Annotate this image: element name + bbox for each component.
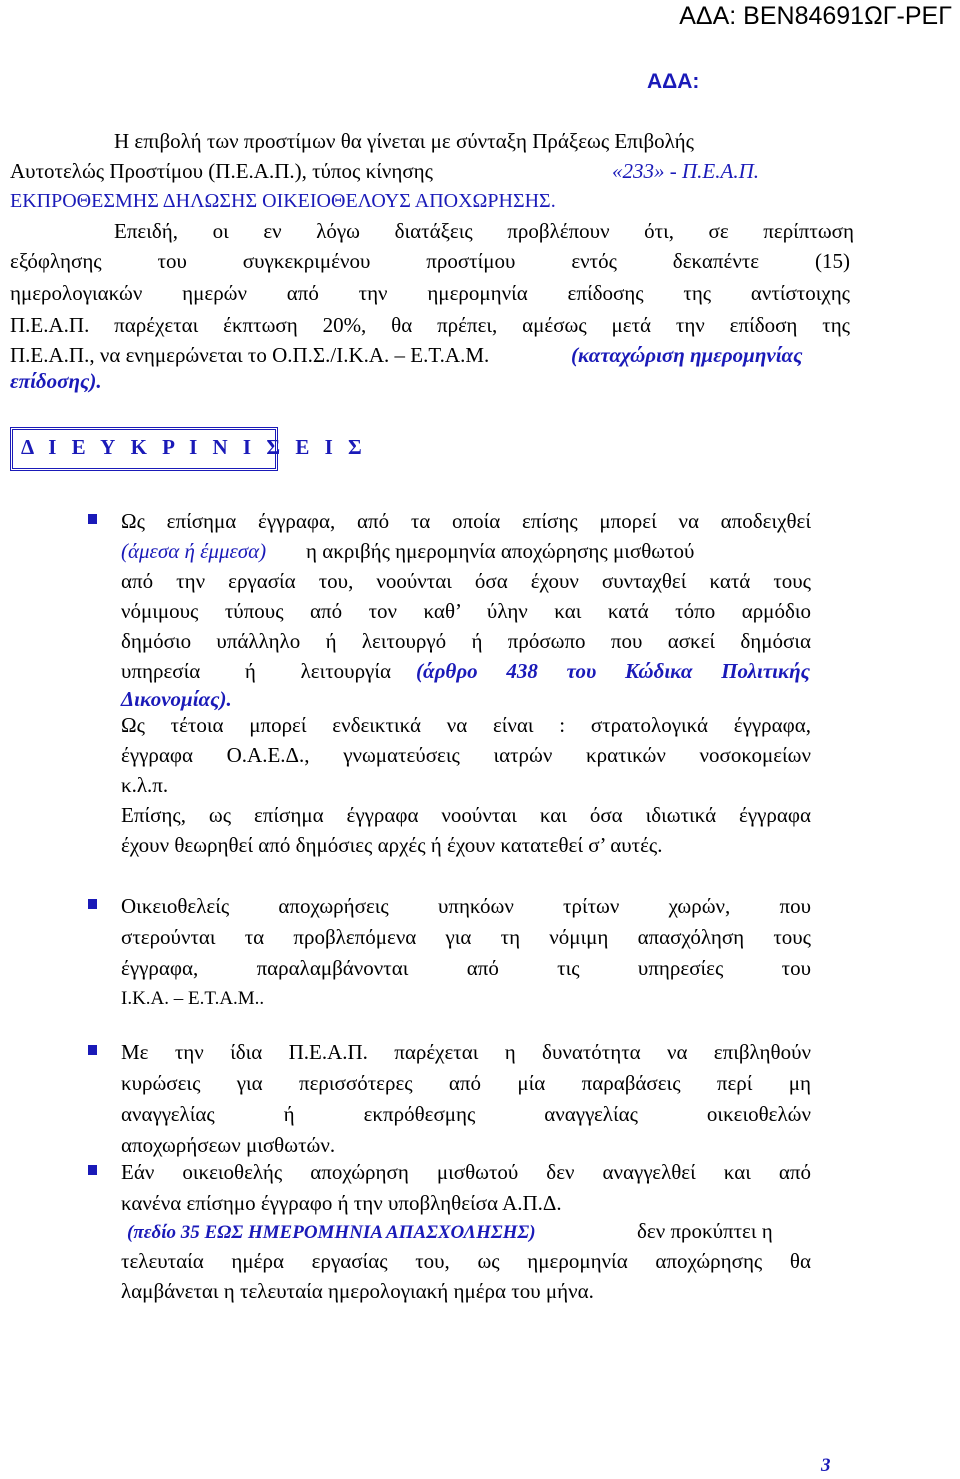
ada-header-code: ΑΔΑ: ΒΕΝ84691ΩΓ-ΡΕΓ <box>679 2 952 30</box>
bullet3-line: Με την ίδια Π.Ε.Α.Π. παρέχεται η δυνατότητα να επιβληθούν <box>121 1040 811 1064</box>
intro-line: Επειδή, οι εν λόγω διατάξεις προβλέπουν ότι, σε περίπτωση <box>114 219 854 243</box>
bullet4-line: δεν προκύπτει η <box>637 1219 773 1243</box>
clarifications-heading-text: Δ Ι Ε Υ Κ Ρ Ι Ν Ι Σ Ε Ι Σ <box>21 435 367 459</box>
bullet2-line: έγγραφα, παραλαμβάνονται από τις υπηρεσίες του <box>121 956 811 980</box>
bullet1-line-note: (άμεσα ή έμμεσα) <box>121 539 267 563</box>
intro-line: Π.Ε.Α.Π., να ενημερώνεται το Ο.Π.Σ./Ι.Κ.Α. – Ε.Τ.Α.Μ. <box>10 343 490 367</box>
intro-line-note: (καταχώριση ημερομηνίας <box>571 343 803 367</box>
intro-line: Π.Ε.Α.Π. παρέχεται έκπτωση 20%, θα πρέπει, αμέσως μετά την επίδοση της <box>10 313 850 337</box>
bullet1-line: Επίσης, ως επίσημα έγγραφα νοούνται και όσα ιδιωτικά έγγραφα <box>121 803 811 827</box>
intro-line: Η επιβολή των προστίμων θα γίνεται με σύνταξη Πράξεως Επιβολής <box>114 129 694 153</box>
bullet4-line: Εάν οικειοθελής αποχώρηση μισθωτού δεν αναγγελθεί και από <box>121 1160 811 1184</box>
bullet2-line: Ι.Κ.Α. – Ε.Τ.Α.Μ.. <box>121 988 265 1009</box>
bullet1-line: από την εργασία του, νοούνται όσα έχουν συνταχθεί κατά τους <box>121 569 811 593</box>
clarifications-heading <box>10 427 367 471</box>
bullet2-line: Οικειοθελείς αποχωρήσεις υπηκόων τρίτων χωρών, που <box>121 894 811 918</box>
ada-label: ΑΔΑ: <box>647 70 700 93</box>
bullet1-line: κ.λ.π. <box>121 773 169 797</box>
bullet1-line: Ως τέτοια μπορεί ενδεικτικά να είναι : στρατολογικά έγγραφα, <box>121 713 811 737</box>
bullet-square-icon <box>88 1045 97 1055</box>
bullet4-line: κανένα επίσημο έγγραφο ή την υποβληθείσα Α.Π.Δ. <box>121 1191 562 1215</box>
bullet1-line-note: (άρθρο 438 του Κώδικα Πολιτικής <box>416 659 810 683</box>
bullet4-line: λαμβάνεται η τελευταία ημερολογιακή ημέρα του μήνα. <box>121 1279 594 1303</box>
page-number: 3 <box>821 1455 831 1476</box>
bullet1-line: δημόσιο υπάλληλο ή λειτουργό ή πρόσωπο που ασκεί δημόσια <box>121 629 811 653</box>
bullet4-line-note: (πεδίο 35 ΕΩΣ ΗΜΕΡΟΜΗΝΙΑ ΑΠΑΣΧΟΛΗΣΗΣ) <box>127 1222 536 1243</box>
intro-line-code: «233» - Π.Ε.Α.Π. <box>612 159 759 183</box>
bullet3-line: αποχωρήσεων μισθωτών. <box>121 1133 336 1157</box>
bullet4-line: τελευταία ημέρα εργασίας του, ως ημερομηνία αποχώρησης θα <box>121 1249 811 1273</box>
bullet3-line: αναγγελίας ή εκπρόθεσμης αναγγελίας οικειοθελών <box>121 1102 811 1126</box>
intro-line-title: ΕΚΠΡΟΘΕΣΜΗΣ ΔΗΛΩΣΗΣ ΟΙΚΕΙΟΘΕΛΟΥΣ ΑΠΟΧΩΡΗΣΗΣ. <box>10 190 556 212</box>
bullet1-line: η ακριβής ημερομηνία αποχώρησης μισθωτού <box>306 539 695 563</box>
bullet2-line: στερούνται τα προβλεπόμενα για τη νόμιμη απασχόληση τους <box>121 925 811 949</box>
bullet1-line-note: Δικονομίας). <box>121 687 232 711</box>
intro-line: ημερολογιακών ημερών από την ημερομηνία επίδοσης της αντίστοιχης <box>10 281 850 305</box>
bullet-square-icon <box>88 514 97 524</box>
intro-line-note: επίδοσης). <box>10 369 102 393</box>
bullet1-line: Ως επίσημα έγγραφα, από τα οποία επίσης μπορεί να αποδειχθεί <box>121 509 811 533</box>
intro-line: Αυτοτελώς Προστίμου (Π.Ε.Α.Π.), τύπος κίνησης <box>10 159 433 183</box>
bullet-square-icon <box>88 1165 97 1175</box>
bullet3-line: κυρώσεις για περισσότερες από μία παραβάσεις περί μη <box>121 1071 811 1095</box>
bullet1-line: υπηρεσία ή λειτουργία <box>121 659 391 683</box>
bullet-square-icon <box>88 899 97 909</box>
bullet1-line: έχουν θεωρηθεί από δημόσιες αρχές ή έχουν κατατεθεί σ’ αυτές. <box>121 833 663 857</box>
intro-line: εξόφλησης του συγκεκριμένου προστίμου εντός δεκαπέντε (15) <box>10 249 850 273</box>
bullet1-line: έγγραφα Ο.Α.Ε.Δ., γνωματεύσεις ιατρών κρατικών νοσοκομείων <box>121 743 811 767</box>
bullet1-line: νόμιμους τύπους από τον καθ’ ύλην και κατά τόπο αρμόδιο <box>121 599 811 623</box>
